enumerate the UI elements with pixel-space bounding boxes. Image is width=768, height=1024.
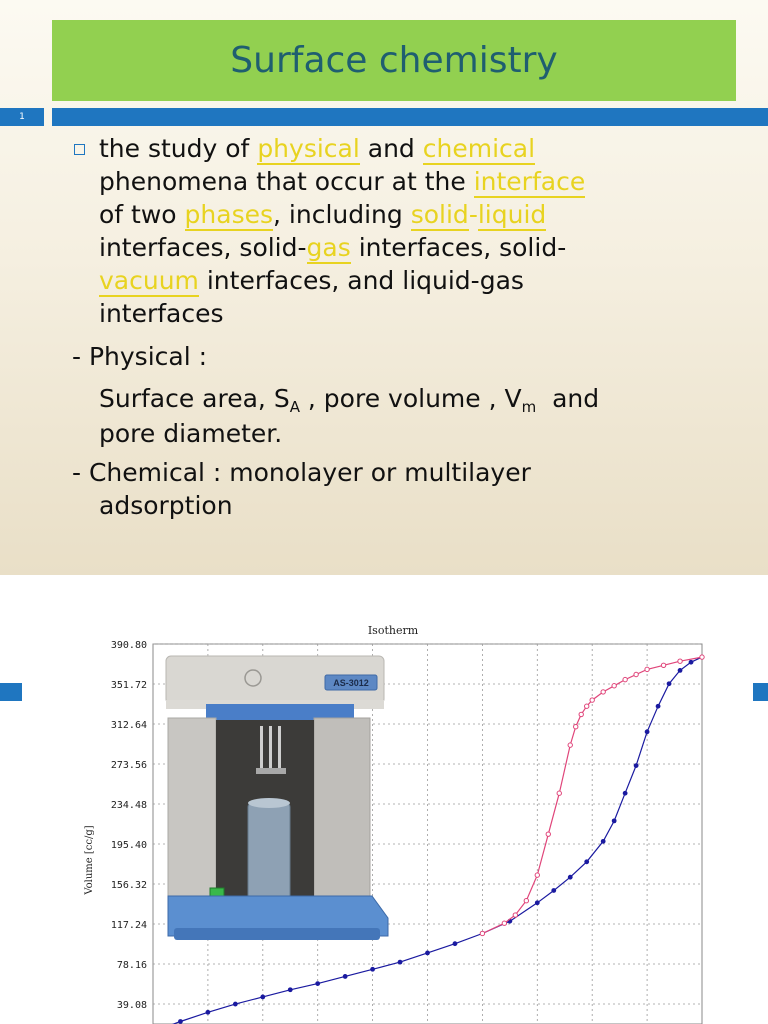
data-point-adsorption	[206, 1010, 211, 1015]
data-point-desorption	[645, 667, 649, 671]
dash: -	[297, 233, 307, 262]
data-point-adsorption	[315, 981, 320, 986]
highlight-liquid: liquid	[477, 200, 547, 229]
instrument-left-pillar	[168, 718, 216, 918]
data-point-desorption	[480, 931, 484, 935]
instrument-label: AS-3012	[333, 678, 369, 688]
analyzer-instrument-illustration	[166, 656, 388, 940]
text: interfaces, solid	[350, 233, 558, 262]
physical-heading: - Physical :	[72, 342, 208, 371]
data-point-adsorption	[612, 818, 617, 823]
y-tick-label: 273.56	[110, 760, 147, 771]
chemical-line2: adsorption	[99, 491, 233, 520]
data-point-adsorption	[568, 875, 573, 880]
data-point-desorption	[590, 698, 594, 702]
dash: -	[557, 233, 567, 262]
header-rule	[52, 108, 768, 126]
chemical-line1: - Chemical : monolayer or multilayer	[72, 458, 531, 487]
data-point-desorption	[700, 655, 704, 659]
y-tick-label: 390.80	[110, 640, 147, 651]
bullet-paragraph	[99, 132, 679, 330]
data-point-adsorption	[343, 974, 348, 979]
data-point-adsorption	[551, 888, 556, 893]
data-point-adsorption	[453, 941, 458, 946]
y-tick-label: 39.08	[116, 1000, 147, 1011]
highlight-chemical: chemical	[422, 134, 536, 163]
highlight-vacuum: vacuum	[99, 266, 199, 295]
text: interfaces, and liquid	[198, 266, 471, 295]
y-axis-ticks	[111, 640, 147, 1011]
text: gas	[479, 266, 524, 295]
data-point-desorption	[585, 704, 589, 708]
data-point-adsorption	[601, 839, 606, 844]
data-point-desorption	[535, 873, 539, 877]
data-point-adsorption	[260, 995, 265, 1000]
data-point-desorption	[623, 677, 627, 681]
data-point-adsorption	[288, 987, 293, 992]
data-point-adsorption	[398, 960, 403, 965]
isotherm-figure	[22, 598, 753, 1024]
data-point-adsorption	[535, 900, 540, 905]
dewar-rim	[248, 798, 290, 808]
text: phenomena that occur at the	[99, 167, 474, 196]
isotherm-chart	[22, 598, 753, 1024]
y-tick-label: 117.24	[110, 920, 147, 931]
data-point-adsorption	[425, 951, 430, 956]
title-bar	[52, 20, 736, 101]
text: Surface area, S	[99, 384, 290, 413]
text: interfaces, solid	[99, 233, 298, 262]
instrument-right-pillar	[314, 718, 370, 918]
y-tick-label: 195.40	[110, 840, 147, 851]
data-point-desorption	[661, 663, 665, 667]
text: the study of	[99, 134, 258, 163]
data-point-desorption	[502, 921, 506, 925]
text: and	[536, 384, 600, 413]
data-point-desorption	[612, 684, 616, 688]
data-point-desorption	[601, 690, 605, 694]
text: of two	[99, 200, 185, 229]
highlight-phases: phases	[184, 200, 274, 229]
data-point-desorption	[678, 659, 682, 663]
slide2-header-stripe-left	[0, 683, 22, 701]
data-point-desorption	[524, 899, 528, 903]
data-point-adsorption	[678, 668, 683, 673]
data-point-desorption	[568, 743, 572, 747]
text: , pore volume , V	[299, 384, 522, 413]
data-point-desorption	[574, 725, 578, 729]
subscript-a: A	[289, 398, 300, 416]
probe-tube	[260, 726, 263, 772]
data-point-desorption	[579, 712, 583, 716]
y-tick-label: 78.16	[116, 960, 147, 971]
data-point-desorption	[546, 832, 550, 836]
data-point-adsorption	[645, 729, 650, 734]
data-point-desorption	[513, 913, 517, 917]
data-point-adsorption	[634, 763, 639, 768]
y-axis-label: Volume [cc/g]	[84, 825, 95, 895]
probe-tube	[278, 726, 281, 772]
y-tick-label: 351.72	[110, 680, 147, 691]
probe-clamp	[256, 768, 286, 774]
data-point-adsorption	[370, 967, 375, 972]
slide-number: 1	[0, 108, 44, 126]
data-point-adsorption	[584, 859, 589, 864]
probe-tube	[269, 726, 272, 772]
highlight-gas: gas	[306, 233, 351, 262]
data-point-adsorption	[689, 660, 694, 665]
slide-title: Surface chemistry	[230, 40, 558, 81]
text: , including	[273, 200, 411, 229]
data-point-desorption	[557, 791, 561, 795]
dash: -	[470, 266, 480, 295]
instrument-base-foot	[174, 928, 380, 940]
y-tick-label: 156.32	[110, 880, 147, 891]
data-point-adsorption	[233, 1002, 238, 1007]
highlight-solid: solid	[410, 200, 469, 229]
subscript-m: m	[521, 398, 537, 416]
y-tick-label: 234.48	[110, 800, 147, 811]
text: and	[359, 134, 423, 163]
slide2-header-stripe-right	[753, 683, 768, 701]
data-point-adsorption	[623, 791, 628, 796]
text: interfaces	[99, 299, 224, 328]
dash: -	[468, 200, 478, 229]
data-point-adsorption	[656, 704, 661, 709]
y-tick-label: 312.64	[110, 720, 147, 731]
highlight-interface: interface	[473, 167, 586, 196]
data-point-adsorption	[667, 681, 672, 686]
dewar-flask	[248, 803, 290, 903]
chart-title: Isotherm	[367, 624, 419, 637]
bullet-square-icon	[74, 144, 85, 155]
data-point-adsorption	[178, 1019, 183, 1024]
physical-line2: pore diameter.	[99, 419, 283, 448]
data-point-desorption	[634, 672, 638, 676]
highlight-physical: physical	[257, 134, 360, 163]
